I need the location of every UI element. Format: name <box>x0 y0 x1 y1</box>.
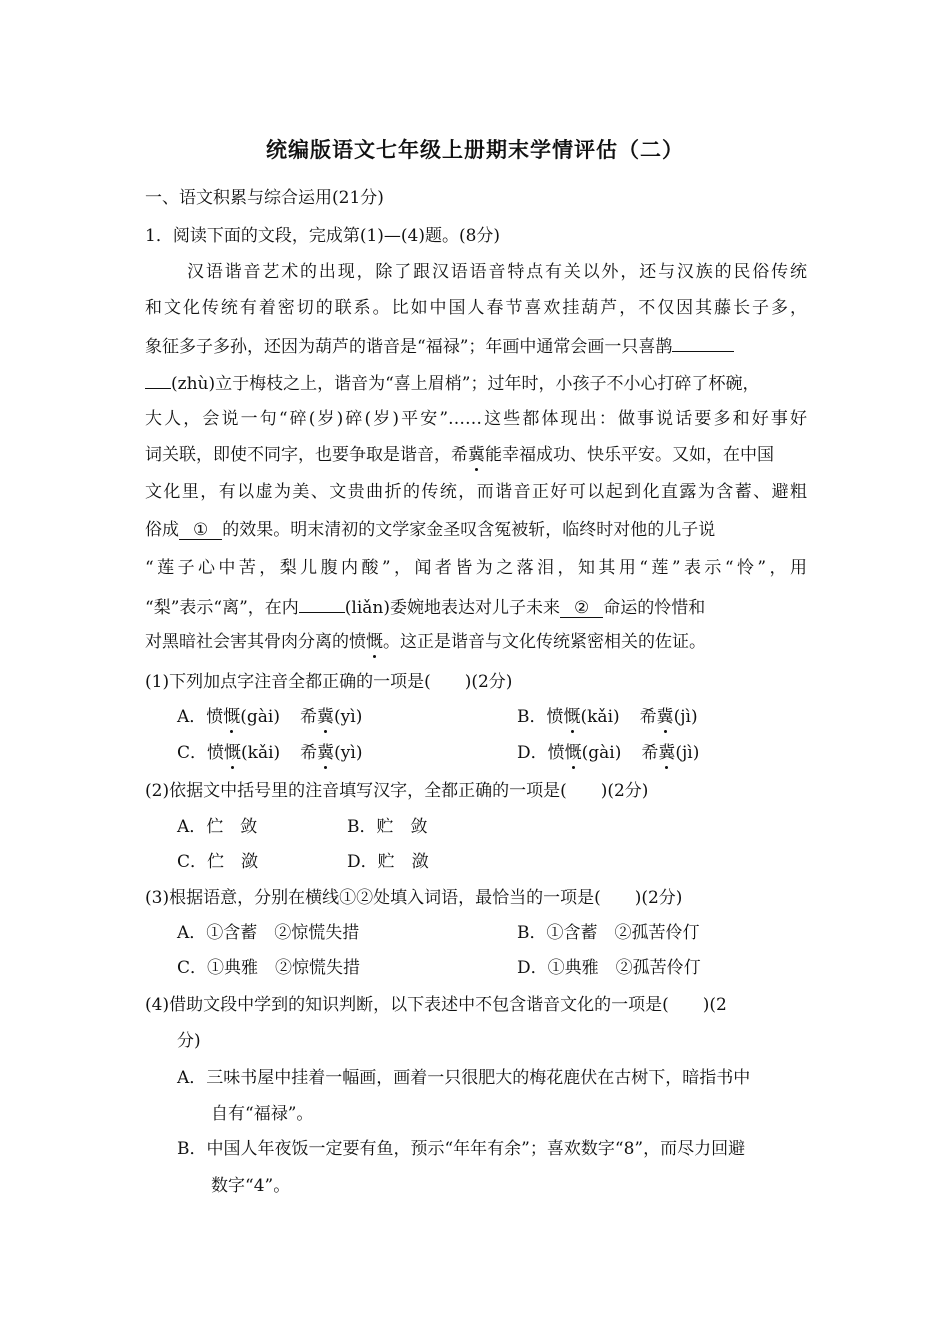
passage-text: 的效果。明末清初的文学家金圣叹含冤被斩，临终时对他的儿子说 <box>222 520 716 540</box>
passage-line <box>145 333 807 359</box>
option-letter: C． <box>177 743 208 763</box>
option-text: 愤 <box>206 707 224 727</box>
passage-line: 文化里，有以虚为美、文贵曲折的传统，而谐音正好可以起到化直露为含蓄、避粗 <box>145 482 807 502</box>
passage-line: 大人，会说一句“碎(岁)碎(岁)平安”……这些都体现出：做事说话要多和好事好 <box>145 409 807 429</box>
emphasis-dot-char: 冀 <box>468 445 485 465</box>
passage-text: 能幸福成功、快乐平安。又如，在中国 <box>485 445 774 465</box>
pinyin: (jì) <box>673 707 698 727</box>
question-1-2-stem: (2)依据文中括号里的注音填写汉字，全都正确的一项是( )(2分) <box>145 781 649 801</box>
page-title: 统编版语文七年级上册期末学情评估（二） <box>266 137 684 162</box>
passage-text: 象征多子多孙，还因为葫芦的谐音是“福禄”；年画中通常会画一只喜鹊 <box>145 337 673 357</box>
option-text: 愤 <box>207 743 225 763</box>
option-letter: A． <box>177 707 207 727</box>
option-b: B．中国人年夜饭一定要有鱼，预示“年年有余”；喜欢数字“8”，而尽力回避 <box>177 1139 746 1159</box>
option-text: 希 <box>300 707 318 727</box>
passage-line <box>145 370 807 396</box>
pinyin: (kǎi) <box>580 707 620 727</box>
numbered-blank-1: ① <box>179 521 222 540</box>
pinyin: (yì) <box>334 743 363 763</box>
passage-line: 汉语谐音艺术的出现，除了跟汉语语音特点有关以外，还与汉族的民俗传统 <box>187 262 807 282</box>
option-a: A．三味书屋中挂着一幅画，画着一只很肥大的梅花鹿伏在古树下，暗指书中 <box>177 1068 751 1088</box>
option-b-cont: 数字“4”。 <box>211 1176 291 1196</box>
option-c: C．伫 潋 <box>177 852 259 872</box>
option-c: C．①典雅 ②惊慌失措 <box>177 958 361 978</box>
emphasis-dot-char: 慨 <box>223 707 241 727</box>
passage-text: (liǎn)委婉地表达对儿子未来 <box>344 598 560 618</box>
option-letter: D． <box>517 743 548 763</box>
passage-text: 对黑暗社会害其骨肉分离的愤 <box>145 632 366 652</box>
emphasis-dot-char: 慨 <box>563 707 581 727</box>
option-text: 愤 <box>547 743 565 763</box>
option-a: A．伫 敛 <box>177 817 258 837</box>
passage-text: 词关联，即使不同字，也要争取是谐音，希 <box>145 445 468 465</box>
option-d: D．①典雅 ②孤苦伶仃 <box>517 958 701 978</box>
pinyin: (gài) <box>581 743 622 763</box>
passage-text: 命运的怜惜和 <box>603 598 706 618</box>
emphasis-dot-char: 冀 <box>317 743 335 763</box>
fill-blank <box>145 370 171 389</box>
option-a-cont: 自有“福禄”。 <box>211 1104 314 1124</box>
question-1-1-stem: (1)下列加点字注音全都正确的一项是( )(2分) <box>145 672 513 692</box>
fill-blank <box>299 594 345 613</box>
option-b: B．贮 敛 <box>347 817 428 837</box>
emphasis-dot-char: 慨 <box>224 743 242 763</box>
emphasis-dot-char: 冀 <box>317 707 335 727</box>
option-text: 希 <box>300 743 318 763</box>
option-c <box>177 741 362 765</box>
passage-line: “莲子心中苦，梨儿腹内酸”，闻者皆为之落泪，知其用“莲”表示“怜”，用 <box>145 558 807 578</box>
passage-line <box>145 518 807 542</box>
passage-text: 俗成 <box>145 520 179 540</box>
pinyin: (kǎi) <box>241 743 281 763</box>
passage-text: (zhù)立于梅枝之上，谐音为“喜上眉梢”；过年时，小孩子不小心打碎了杯碗， <box>171 374 760 394</box>
passage-line: 和文化传统有着密切的联系。比如中国人春节喜欢挂葫芦，不仅因其藤长子多， <box>145 298 807 318</box>
emphasis-dot-char: 慨 <box>366 632 383 652</box>
question-1-4-stem: (4)借助文段中学到的知识判断，以下表述中不包含谐音文化的一项是( )(2 <box>145 995 727 1015</box>
option-text: 愤 <box>546 707 564 727</box>
option-b <box>517 705 698 729</box>
pinyin: (gài) <box>240 707 281 727</box>
pinyin: (jì) <box>675 743 700 763</box>
numbered-blank-2: ② <box>560 599 603 618</box>
option-d: D．贮 潋 <box>347 852 429 872</box>
question-1-4-stem-cont: 分) <box>177 1031 201 1051</box>
passage-line <box>145 630 807 654</box>
section-heading: 一、语文积累与综合运用(21分) <box>145 188 384 208</box>
question-1-3-stem: (3)根据语意，分别在横线①②处填入词语，最恰当的一项是( )(2分) <box>145 888 683 908</box>
option-d <box>517 741 699 765</box>
passage-text: 。这正是谐音与文化传统紧密相关的佐证。 <box>383 632 706 652</box>
option-a <box>177 705 362 729</box>
passage-line <box>145 594 807 620</box>
emphasis-dot-char: 冀 <box>656 707 674 727</box>
option-b: B．①含蓄 ②孤苦伶仃 <box>517 923 700 943</box>
emphasis-dot-char: 慨 <box>564 743 582 763</box>
option-a: A．①含蓄 ②惊慌失措 <box>177 923 360 943</box>
fill-blank <box>672 333 734 352</box>
option-letter: B． <box>517 707 547 727</box>
option-text: 希 <box>641 743 659 763</box>
emphasis-dot-char: 冀 <box>658 743 676 763</box>
passage-line <box>145 443 807 467</box>
option-text: 希 <box>639 707 657 727</box>
passage-text: “梨”表示“离”，在内 <box>145 598 299 618</box>
pinyin: (yì) <box>334 707 363 727</box>
question-1-intro: 1．阅读下面的文段，完成第(1)—(4)题。(8分) <box>145 226 501 246</box>
